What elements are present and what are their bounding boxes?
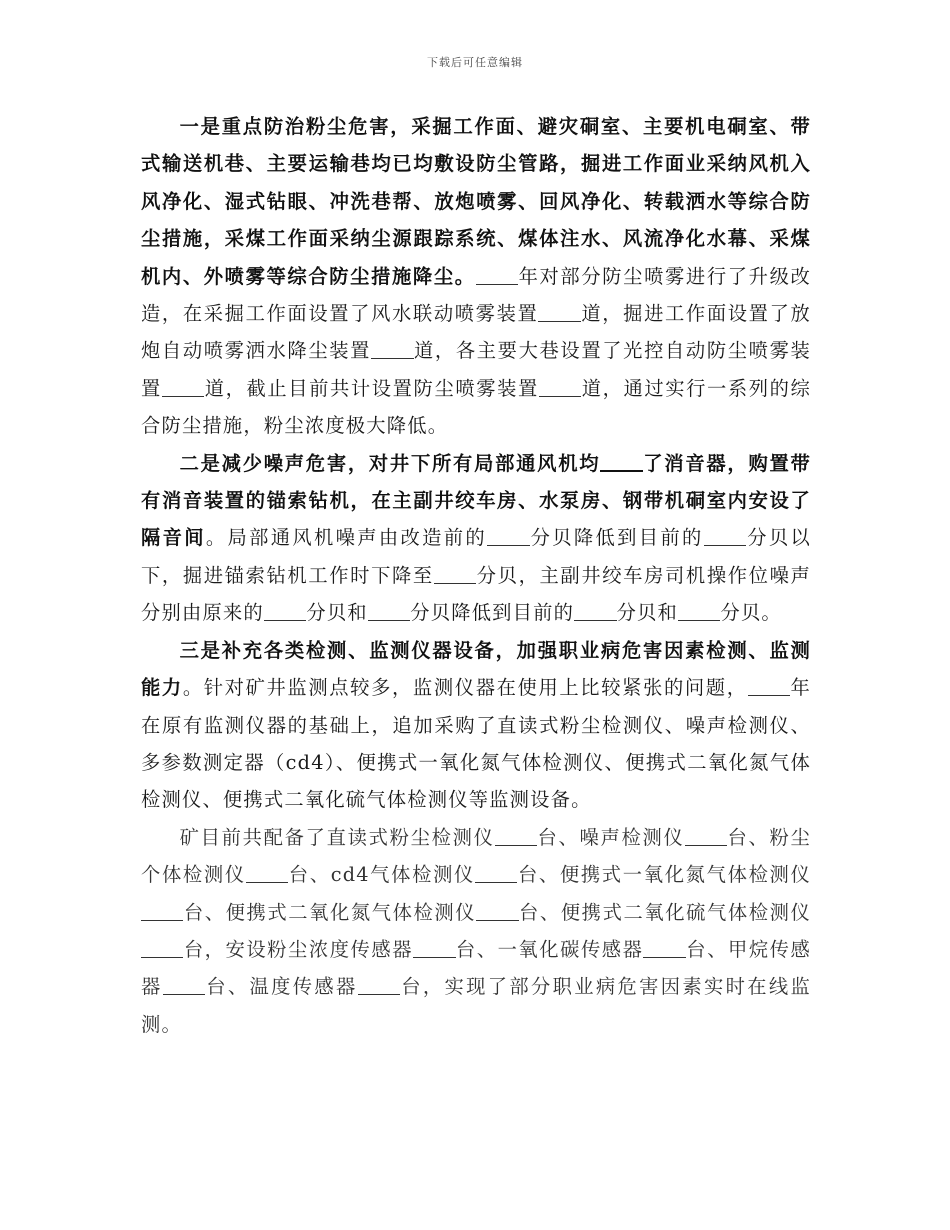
paragraph-text: 年在原有监测仪器的基础上，追加采购了直读式粉尘检测仪、噪声检测仪、多参数测定器（cd4）、便携式一氧化氮气体检测仪、便携式二氧化氮气体检测仪、便携式二氧化硫气体检测仪等监测设备。 bbox=[141, 676, 811, 812]
paragraph-text: 台、噪声检测仪 bbox=[537, 825, 685, 849]
paragraph-text: 道，截止目前共计设置防尘喷雾装置 bbox=[204, 376, 539, 400]
fill-blank bbox=[643, 938, 685, 958]
fill-blank bbox=[434, 564, 476, 584]
fill-blank bbox=[600, 450, 642, 471]
paragraph-dust-control bbox=[141, 108, 811, 445]
fill-blank bbox=[476, 264, 518, 284]
fill-blank bbox=[678, 601, 720, 621]
fill-blank bbox=[358, 975, 400, 995]
paragraph-text: 道，各主要大巷设置了光控自动防尘喷雾装置 bbox=[141, 339, 811, 400]
paragraph-lead-bold: 一是重点防治粉尘危害，采掘工作面、避灾硐室、主要机电硐室、带式输送机巷、主要运输巷均已均敷设防尘管路，掘进工作面业采纳风机入风净化、湿式钻眼、冲洗巷帮、放炮喷雾、回风净化、转载洒水等综合防尘措施，采煤工作面采纳尘源跟踪系统、煤体注水、风流净化水幕、采煤机内、外喷雾等综合防尘措施降尘。 bbox=[141, 115, 811, 288]
paragraph-text: 分贝和 bbox=[616, 601, 679, 625]
fill-blank bbox=[246, 863, 288, 883]
fill-blank bbox=[476, 900, 518, 920]
paragraph-text: 矿目前共配备了直读式粉尘检测仪 bbox=[179, 825, 495, 849]
fill-blank bbox=[162, 377, 204, 397]
fill-blank bbox=[495, 825, 537, 845]
paragraph-text: 台、温度传感器 bbox=[205, 975, 358, 999]
fill-blank bbox=[574, 601, 616, 621]
paragraph-text: 分贝降低到目前的 bbox=[410, 601, 575, 625]
paragraph-text: 。局部通风机噪声由改造前的 bbox=[205, 526, 488, 550]
paragraph-text: 台、便携式一氧化氮气体检测仪 bbox=[517, 863, 811, 887]
fill-blank bbox=[141, 900, 183, 920]
paragraph-text: 年对部分防尘喷雾进行了升级改造，在采掘工作面设置了风水联动喷雾装置 bbox=[141, 264, 811, 326]
paragraph-text: 道，掘进工作面设置了放炮自动喷雾洒水降尘装置 bbox=[141, 302, 811, 363]
paragraph-lead-bold: 了消音器，购置带有消音装置的锚索钻机，在主副井绞车房、水泵房、钢带机硐室内安设了隔音间 bbox=[141, 451, 811, 550]
paragraph-text: 道，通过实行一系列的综合防尘措施，粉尘浓度极大降低。 bbox=[141, 376, 812, 438]
fill-blank bbox=[475, 863, 517, 883]
paragraph-text: 台、便携式二氧化硫气体检测仪 bbox=[518, 900, 811, 924]
fill-blank bbox=[371, 339, 413, 359]
paragraph-equipment-inventory bbox=[141, 819, 811, 1043]
fill-blank bbox=[487, 526, 529, 546]
fill-blank bbox=[141, 938, 183, 958]
fill-blank bbox=[163, 975, 205, 995]
fill-blank bbox=[264, 601, 306, 621]
paragraph-lead-bold: 二是减少噪声危害，对井下所有局部通风机均 bbox=[179, 451, 601, 475]
fill-blank bbox=[748, 676, 790, 696]
fill-blank bbox=[685, 825, 727, 845]
fill-blank bbox=[538, 302, 580, 322]
paragraph-lead-bold: 三是补充各类检测、监测仪器设备，加强职业病危害因素检测、监测能力 bbox=[141, 638, 811, 700]
paragraph-text: 台、cd4气体检测仪 bbox=[288, 863, 476, 887]
paragraph-text: 分贝。 bbox=[720, 601, 782, 625]
document-body bbox=[141, 108, 811, 1043]
paragraph-text: 台，安设粉尘浓度传感器 bbox=[183, 937, 414, 961]
paragraph-text: 台、甲烷传感器 bbox=[141, 937, 811, 999]
fill-blank bbox=[539, 377, 581, 397]
paragraph-text: 台，实现了部分职业病危害因素实时在线监测。 bbox=[141, 975, 812, 1036]
paragraph-text: 台、便携式二氧化氮气体检测仪 bbox=[183, 900, 477, 924]
paragraph-text: 分贝降低到目前的 bbox=[529, 526, 704, 550]
paragraph-monitoring-equipment bbox=[141, 632, 811, 819]
paragraph-noise-control bbox=[141, 445, 811, 632]
paragraph-text: 。针对矿井监测点较多，监测仪器在使用上比较紧张的问题， bbox=[182, 676, 748, 700]
paragraph-text: 分贝和 bbox=[306, 601, 368, 625]
fill-blank bbox=[413, 938, 455, 958]
fill-blank bbox=[368, 601, 410, 621]
fill-blank bbox=[704, 526, 746, 546]
paragraph-text: 分贝以下，掘进锚索钻机工作时下降至 bbox=[141, 526, 811, 587]
paragraph-text: 台、粉尘个体检测仪 bbox=[141, 825, 811, 887]
paragraph-text: 分贝，主副井绞车房司机操作位噪声分别由原来的 bbox=[141, 563, 811, 625]
header-note: 下载后可任意编辑 bbox=[427, 56, 523, 69]
paragraph-text: 台、一氧化碳传感器 bbox=[455, 937, 644, 961]
